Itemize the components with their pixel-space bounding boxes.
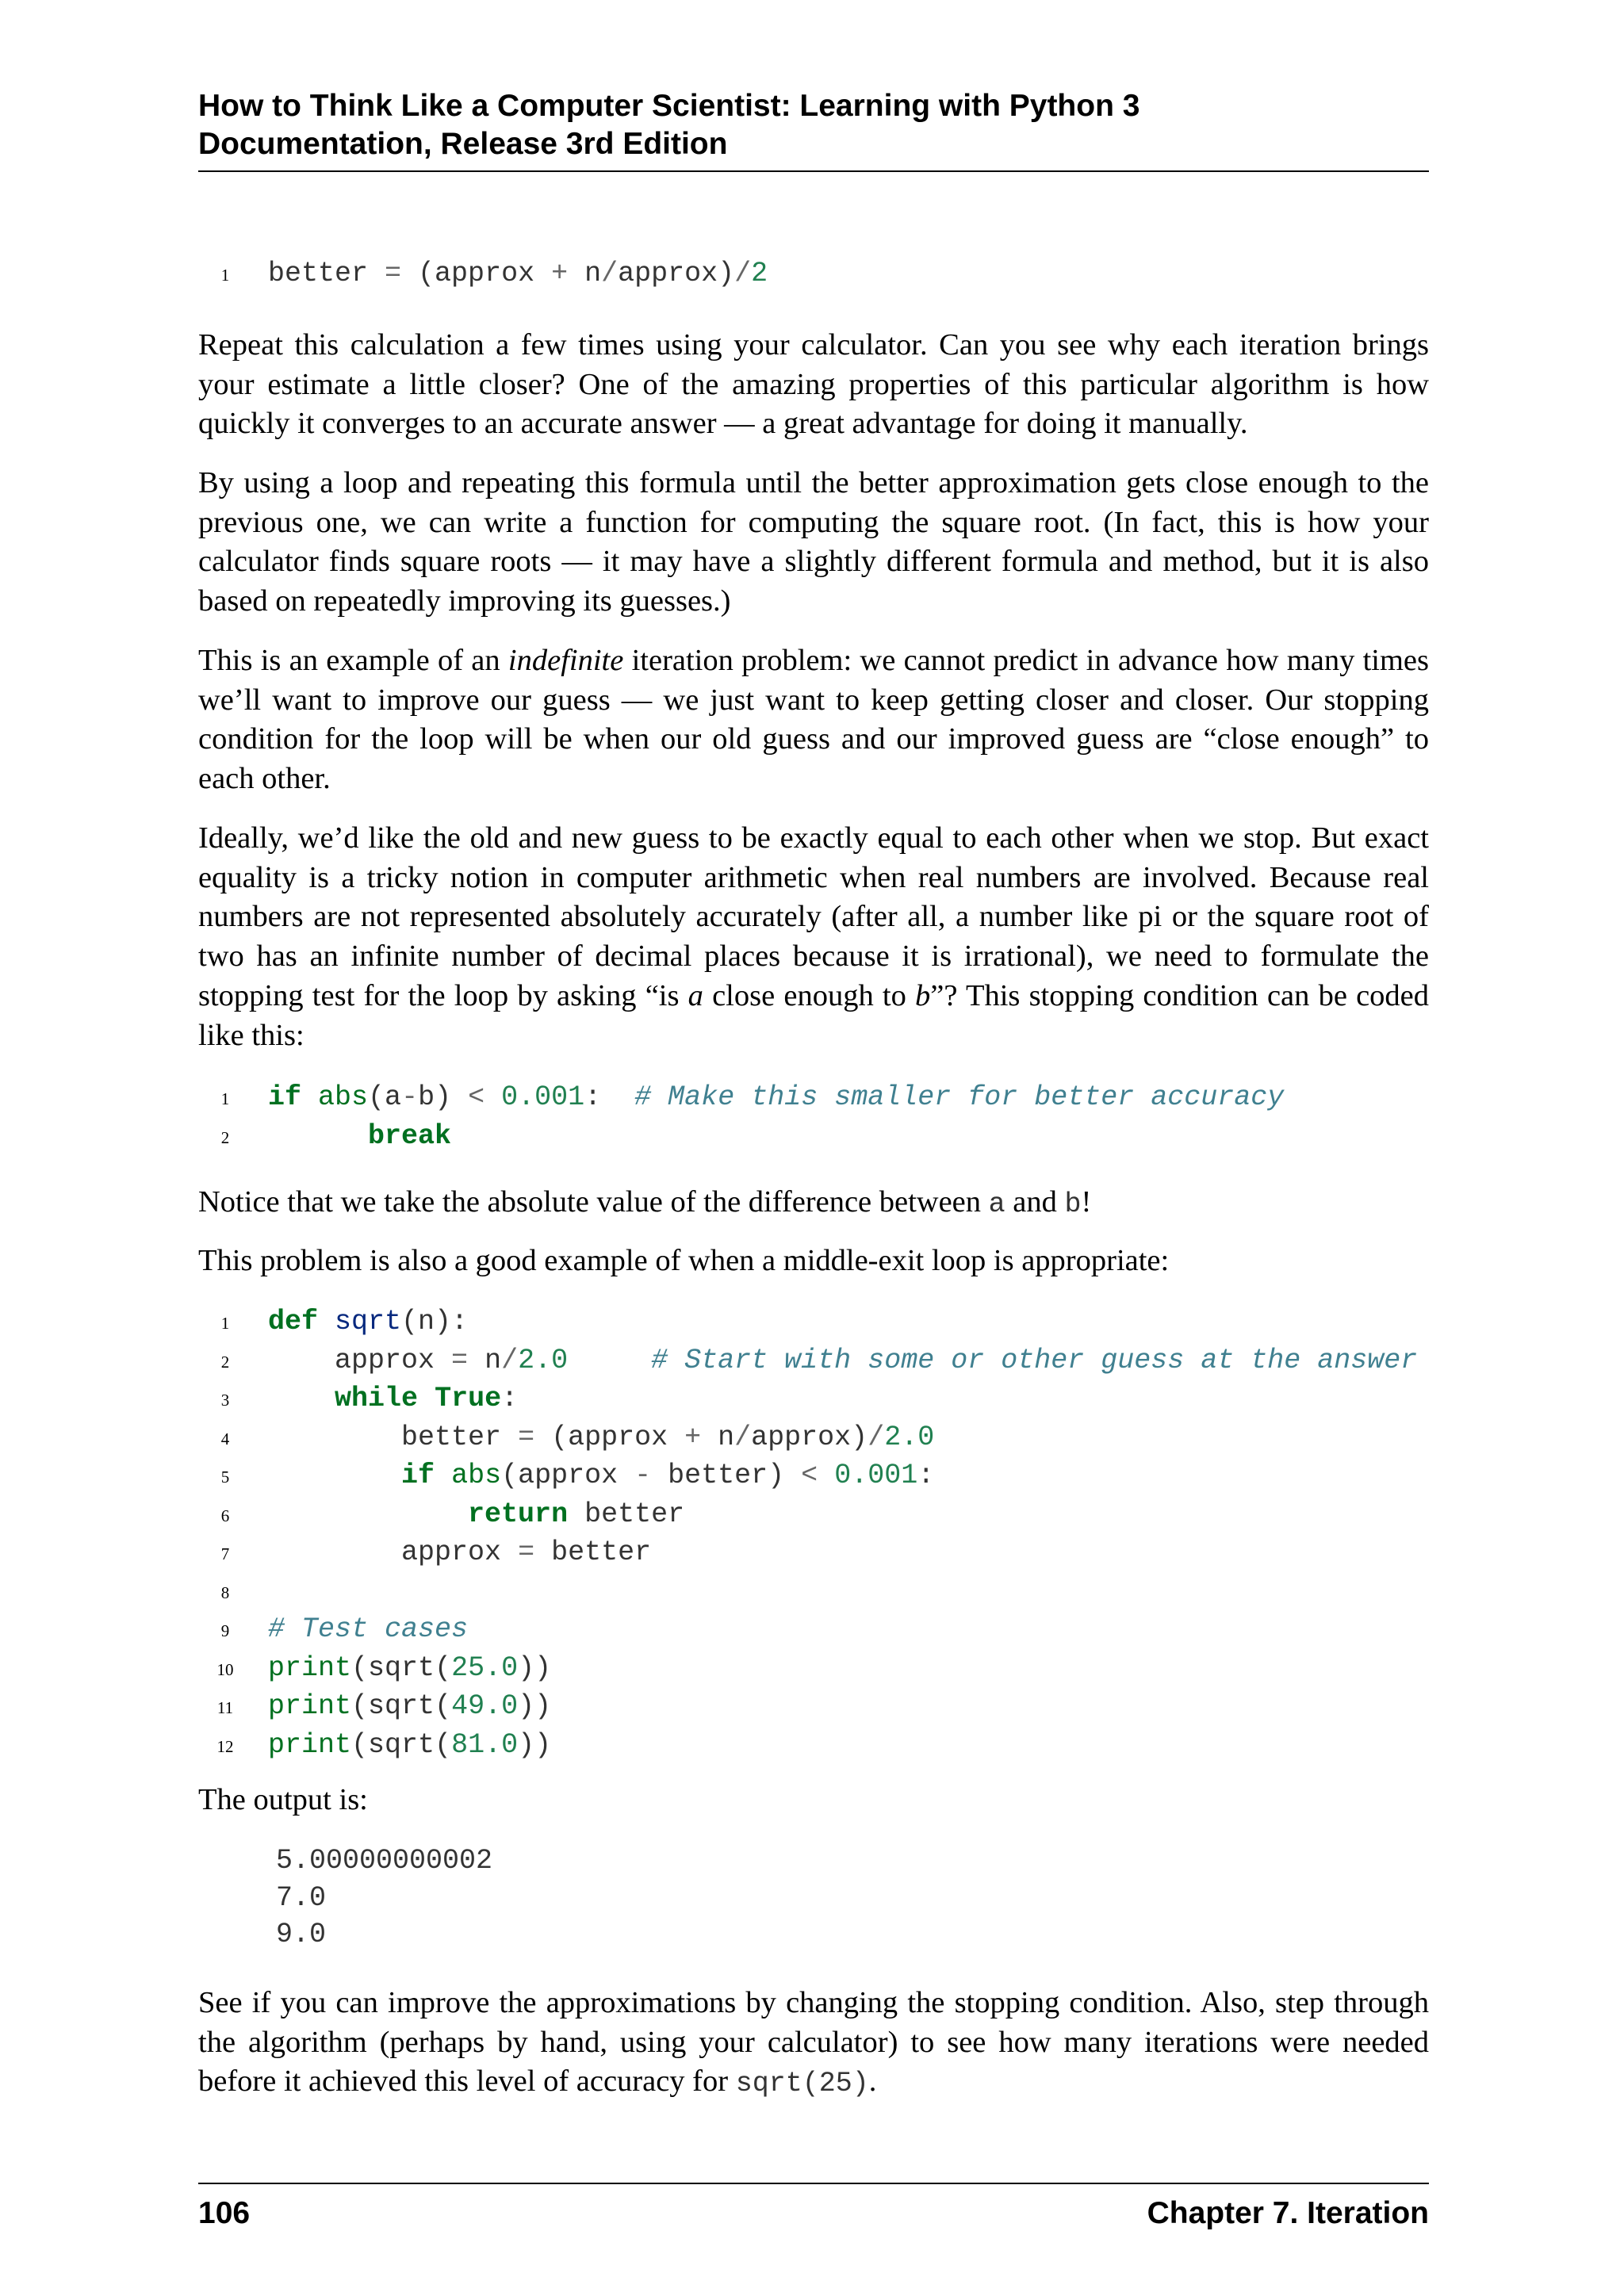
line-number: 4	[220, 1429, 230, 1448]
paragraph-2: By using a loop and repeating this formula until the better approximation gets close enough to the previous one, we can write a function for computing the square root. (In fact, this is how your calculator finds square roots — it may have a slightly different formula and method, but it is also based on repeatedly improving its guesses.)	[198, 466, 1429, 618]
line-number: 10	[216, 1659, 234, 1679]
code-line: 10 print(sqrt(25.0))	[214, 1652, 551, 1684]
output-line: 7.0	[276, 1881, 327, 1914]
paragraph-1: Repeat this calculation a few times using your calculator. Can you see why each iteration brings your estimate a little closer? One of the amazing properties of this particular algorithm is how quickly it converges to an accurate answer — a great advantage for doing it manually.	[198, 328, 1429, 441]
paragraph-4: Ideally, we’d like the old and new guess to be exactly equal to each other when we stop. But exact equality is a tricky notion in computer arithmetic when real numbers are involved. Because real numbers are not represented absolutely accurately (after all, a number like pi or the square root of two has an infinite number of decimal places because it is irrational), we need to formulate the stopping test for the loop by asking “is a close enough to b”? This stopping condition can be coded like this:	[198, 821, 1430, 1052]
paragraph-7: The output is:	[198, 1783, 368, 1816]
output-line: 5.00000000002	[276, 1845, 493, 1877]
code-line: 6 return better	[214, 1498, 684, 1530]
code-line: 2 break	[214, 1120, 451, 1152]
line-number: 7	[220, 1544, 230, 1563]
code-line: 5 if abs(approx - better) < 0.001:	[214, 1460, 934, 1491]
document-page	[198, 0, 1429, 2296]
code-line: 11 print(sqrt(49.0))	[214, 1690, 551, 1722]
code-line: 9 # Test cases	[214, 1613, 468, 1645]
line-number: 1	[220, 1314, 230, 1333]
page-number: 106	[198, 2196, 251, 2230]
header-title-line1: How to Think Like a Computer Scientist: Learning with Python 3	[198, 89, 1140, 123]
paragraph-5: Notice that we take the absolute value of the difference between a and b!	[198, 1185, 1092, 1220]
footer-rule	[198, 2183, 1429, 2184]
line-number: 9	[220, 1621, 230, 1640]
line-number: 2	[220, 1127, 230, 1147]
chapter-title: Chapter 7. Iteration	[1147, 2196, 1429, 2230]
paragraph-8: See if you can improve the approximations by changing the stopping condition. Also, step through the algorithm (perhaps by hand, using your calculator) to see how many iterations were needed before it achieved this level of accuracy for sqrt(25).	[198, 1986, 1429, 2100]
code-line: 3 while True:	[214, 1383, 518, 1414]
code-line	[214, 1575, 268, 1607]
output-line: 9.0	[276, 1919, 327, 1950]
line-number: 3	[220, 1391, 230, 1410]
code-block-sqrt-function	[214, 1303, 1417, 1765]
header-title-line2: Documentation, Release 3rd Edition	[198, 127, 728, 161]
code-line: 4 better = (approx + n/approx)/2.0	[214, 1422, 934, 1453]
code-line: 2 approx = n/2.0 # Start with some or other guess at the answer	[214, 1345, 1417, 1376]
line-number: 11	[216, 1698, 234, 1717]
line-number: 8	[220, 1582, 230, 1602]
code-line: 1 better = (approx + n/approx)/2	[214, 258, 768, 289]
line-number: 5	[220, 1468, 230, 1487]
output-block	[276, 1843, 492, 1954]
code-line: 1 def sqrt(n):	[214, 1306, 468, 1337]
line-number: 1	[220, 1089, 230, 1108]
line-number: 12	[216, 1736, 234, 1756]
code-block-formula	[214, 255, 768, 294]
running-header	[198, 87, 1429, 163]
header-rule	[198, 170, 1429, 172]
paragraph-6: This problem is also a good example of when a middle-exit loop is appropriate:	[198, 1244, 1170, 1277]
line-number: 6	[220, 1506, 230, 1525]
code-line: 1 if abs(a-b) < 0.001: # Make this smaller for better accuracy	[214, 1081, 1284, 1113]
code-line: 7 approx = better	[214, 1536, 651, 1568]
code-block-stop-test	[214, 1079, 1284, 1156]
line-number: 2	[220, 1352, 230, 1372]
code-line: 12 print(sqrt(81.0))	[214, 1729, 551, 1761]
line-number: 1	[220, 266, 230, 285]
paragraph-3: This is an example of an indefinite iteration problem: we cannot predict in advance how many times we’ll want to improve our guess — we just want to keep getting closer and closer. Our stopping condition for the loop will be when our old guess and our improved guess are “close enough” to each other.	[198, 644, 1430, 796]
